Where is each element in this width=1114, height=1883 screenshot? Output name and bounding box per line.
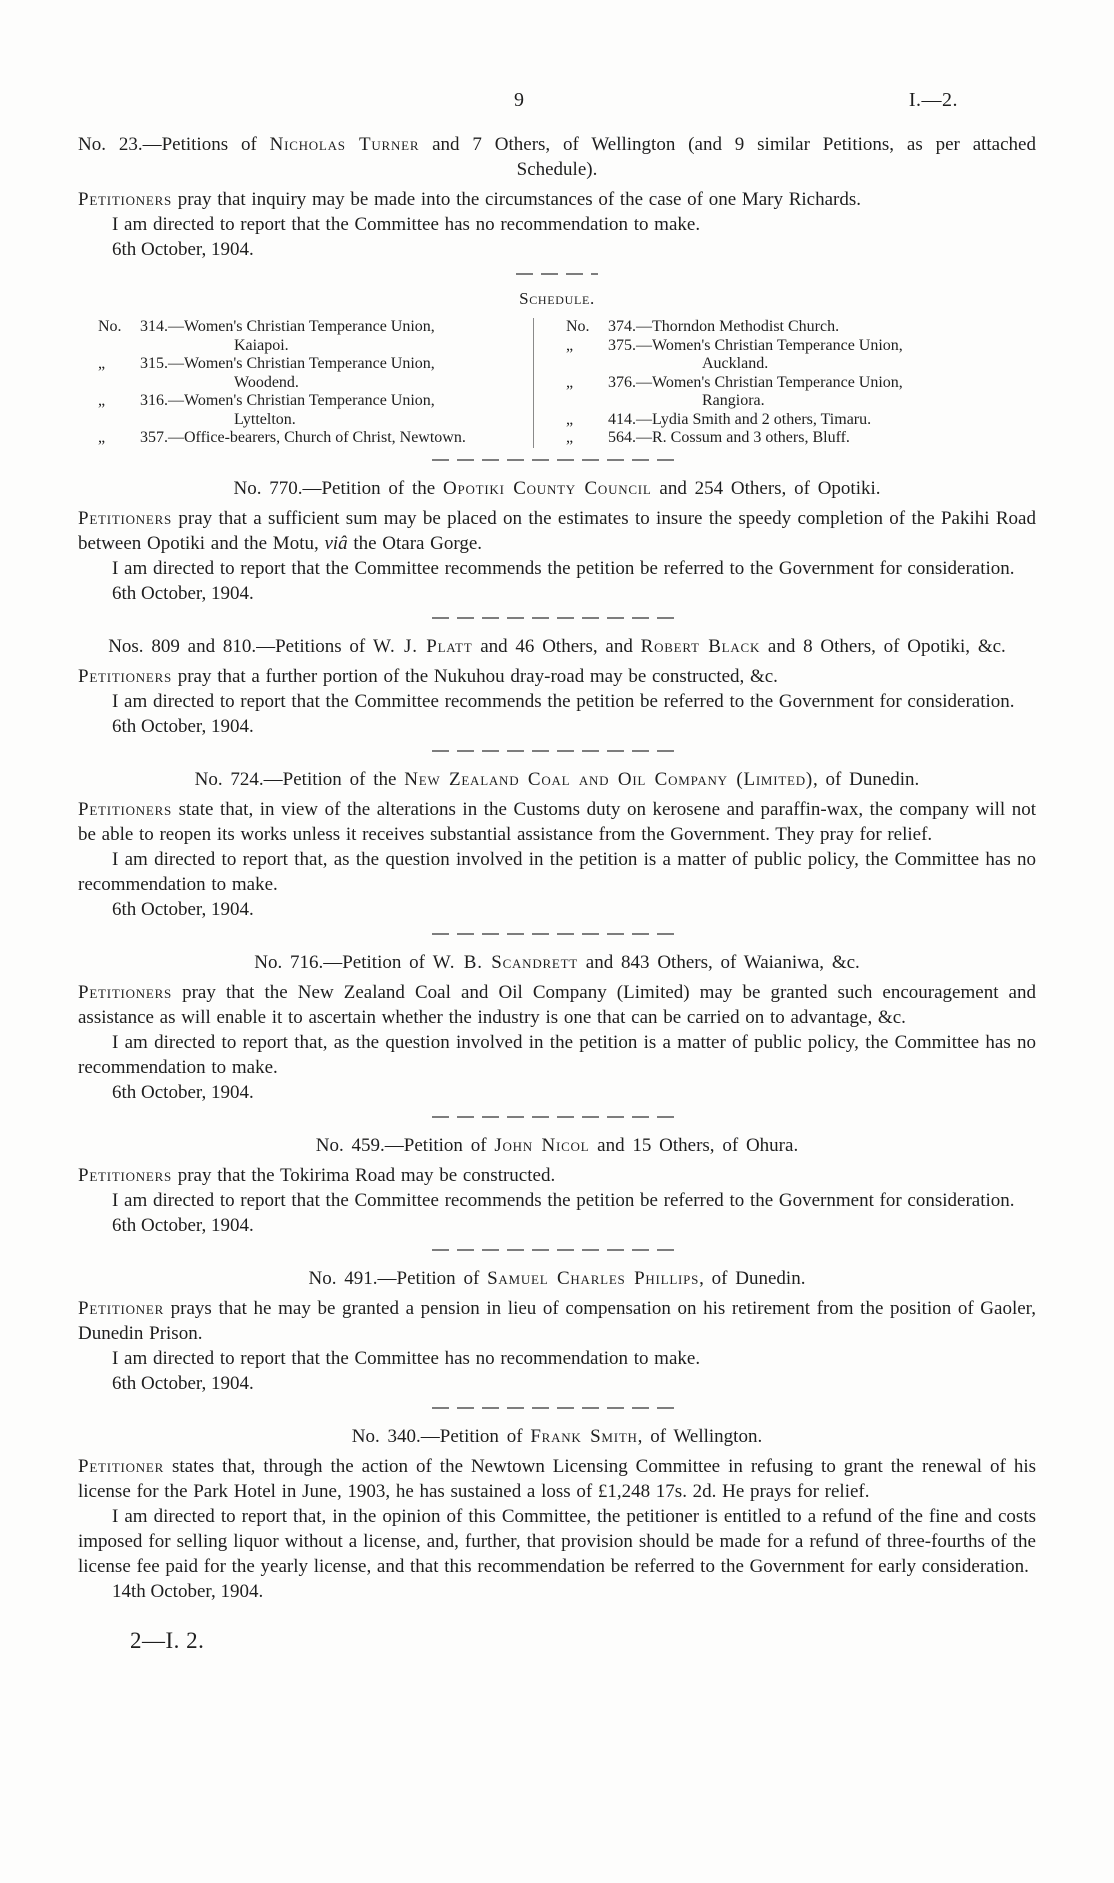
date-line: 6th October, 1904. — [112, 239, 254, 260]
petition-section — [78, 630, 1036, 739]
petition-paragraph: Petitioner prays that he may be granted a pension in lieu of compensation on his retirement from the position of Gaoler, Dunedin Prison. — [78, 1297, 1036, 1344]
petition-paragraph: Petitioners pray that the Tokirima Road may be constructed. — [78, 1164, 556, 1186]
section-heading: No. 491.—Petition of Samuel Charles Phillips, of Dunedin. — [308, 1267, 806, 1289]
report-paragraph: I am directed to report that the Committee recommends the petition be referred to the Government for consideration. — [112, 1189, 1015, 1211]
date-line: 6th October, 1904. — [112, 582, 254, 604]
page-header — [78, 88, 1036, 114]
section-heading: Nos. 809 and 810.—Petitions of W. J. Platt and 46 Others, and Robert Black and 8 Others, of Opotiki, &c. — [108, 635, 1006, 657]
petition-paragraph: Petitioners pray that inquiry may be made into the circumstances of the case of one Mary Richards. — [78, 189, 861, 210]
schedule-item — [94, 318, 519, 355]
section-divider — [432, 459, 682, 461]
schedule-item-marker: „ — [566, 429, 574, 446]
page-number: 9 — [514, 89, 524, 111]
petition-paragraph: Petitioners state that, in view of the alterations in the Customs duty on kerosene and paraffin-wax, the company will not be able to reopen its works unless it receives substantial assistance from the Government. They pray for relief. — [78, 798, 1036, 845]
schedule-item-text: 315.—Women's Christian Temperance Union, — [140, 355, 435, 372]
petition-section — [78, 1262, 1036, 1396]
section-divider — [432, 1407, 682, 1409]
section-heading: No. 340.—Petition of Frank Smith, of Wellington. — [351, 1425, 763, 1447]
schedule-item — [562, 318, 1030, 337]
section-divider — [432, 617, 682, 619]
schedule-item — [94, 392, 519, 429]
schedule-item-marker: „ — [98, 392, 106, 409]
date-line: 6th October, 1904. — [112, 898, 254, 920]
schedule-item-marker: „ — [98, 355, 106, 372]
schedule-item-text: 564.—R. Cossum and 3 others, Bluff. — [608, 429, 850, 446]
petition-section — [78, 1129, 1036, 1238]
petition-section — [78, 1420, 1036, 1604]
schedule-item — [562, 411, 1030, 430]
date-line: 6th October, 1904. — [112, 1372, 254, 1394]
schedule-item-text: 314.—Women's Christian Temperance Union, — [140, 318, 435, 335]
schedule-item-marker: „ — [566, 336, 574, 354]
report-paragraph: I am directed to report that the Committee recommends the petition be referred to the Government for consideration. — [112, 557, 1015, 579]
schedule-divider — [516, 273, 598, 275]
petition-paragraph: Petitioners pray that a sufficient sum may be placed on the estimates to insure the speedy completion of the Pakihi Road between Opotiki and the Motu, viâ the Otara Gorge. — [78, 507, 1036, 554]
schedule-item-marker: „ — [566, 410, 574, 428]
section-divider — [432, 1249, 682, 1251]
section-heading: No. 716.—Petition of W. B. Scandrett and 843 Others, of Waianiwa, &c. — [254, 951, 860, 973]
section-divider — [432, 1116, 682, 1118]
petition-paragraph: Petitioner states that, through the action of the Newtown Licensing Committee in refusing to grant the renewal of his license for the Park Hotel in June, 1903, he has sustained a loss of £1,248 17s. 2d. He prays for relief. — [78, 1455, 1036, 1502]
petition-section — [78, 946, 1036, 1105]
date-line: 14th October, 1904. — [112, 1580, 264, 1602]
footer-signature: 2—I. 2. — [130, 1627, 205, 1653]
petition-section — [78, 763, 1036, 922]
schedule-item — [94, 355, 519, 392]
schedule-item-body — [140, 392, 519, 429]
petition-section — [78, 128, 1036, 262]
schedule-block — [78, 286, 1036, 448]
section-heading: No. 459.—Petition of John Nicol and 15 Others, of Ohura. — [315, 1134, 799, 1156]
schedule-item-body — [140, 318, 519, 355]
section-heading: No. 23.—Petitions of Nicholas Turner and 7 Others, of Wellington (and 9 similar Petitions, as per attached Schedule). — [78, 134, 1036, 180]
report-paragraph: I am directed to report that the Committee has no recommendation to make. — [112, 214, 701, 235]
date-line: 6th October, 1904. — [112, 1081, 254, 1103]
schedule-item-body — [140, 355, 519, 392]
schedule-item-text: 375.—Women's Christian Temperance Union, — [608, 336, 903, 354]
schedule-item-continuation: Rangiora. — [702, 392, 765, 409]
schedule-item-marker: No. — [566, 318, 590, 335]
schedule-item — [562, 429, 1030, 448]
report-paragraph: I am directed to report that, as the question involved in the petition is a matter of public policy, the Committee has no recommendation to make. — [78, 1031, 1036, 1078]
schedule-item-text: 414.—Lydia Smith and 2 others, Timaru. — [608, 410, 872, 428]
schedule-column-left — [78, 318, 534, 448]
report-paragraph: I am directed to report that the Committee has no recommendation to make. — [112, 1347, 701, 1369]
schedule-item — [94, 429, 519, 448]
schedule-title: Schedule. — [519, 289, 595, 308]
schedule-column-right — [534, 318, 1036, 448]
schedule-item — [562, 374, 1030, 411]
schedule-item-continuation: Lyttelton. — [234, 410, 296, 428]
schedule-item — [562, 337, 1030, 374]
schedule-item-continuation: Auckland. — [702, 355, 769, 372]
date-line: 6th October, 1904. — [112, 1214, 254, 1236]
schedule-item-body — [608, 411, 1030, 430]
schedule-item-body — [140, 429, 519, 448]
section-heading: No. 770.—Petition of the Opotiki County Council and 254 Others, of Opotiki. — [233, 477, 881, 499]
schedule-item-marker: „ — [98, 429, 106, 446]
report-paragraph: I am directed to report that the Committee recommends the petition be referred to the Government for consideration. — [112, 690, 1015, 712]
schedule-item-marker: No. — [98, 318, 122, 335]
schedule-item-text: 357.—Office-bearers, Church of Christ, Newtown. — [140, 429, 466, 446]
schedule-item-text: 376.—Women's Christian Temperance Union, — [608, 373, 903, 391]
schedule-item-text: 316.—Women's Christian Temperance Union, — [140, 392, 435, 409]
schedule-item-marker: „ — [566, 373, 574, 391]
schedule-item-body — [608, 318, 1030, 337]
schedule-item-continuation: Woodend. — [234, 373, 299, 391]
petition-section — [78, 472, 1036, 606]
schedule-item-body — [608, 429, 1030, 448]
schedule-item-continuation: Kaiapoi. — [234, 336, 289, 354]
schedule-item-body — [608, 337, 1030, 374]
petition-paragraph: Petitioners pray that the New Zealand Coal and Oil Company (Limited) may be granted such encouragement and assistance as will enable it to ascertain whether the industry is one that can be carried on to advantage, &c. — [78, 981, 1036, 1028]
report-paragraph: I am directed to report that, as the question involved in the petition is a matter of public policy, the Committee has no recommendation to make. — [78, 848, 1036, 895]
section-divider — [432, 750, 682, 752]
section-heading: No. 724.—Petition of the New Zealand Coal and Oil Company (Limited), of Dunedin. — [194, 768, 920, 790]
schedule — [78, 318, 1036, 448]
schedule-item-body — [608, 374, 1030, 411]
report-paragraph: I am directed to report that, in the opinion of this Committee, the petitioner is entitled to a refund of the fine and costs imposed for selling liquor without a license, and, further, that provision should be made for a refund of three-fourths of the license fee paid for the yearly license, and that this recommendation be referred to the Government for early consideration. — [78, 1505, 1036, 1577]
folio-label: I.—2. — [908, 89, 958, 111]
petition-paragraph: Petitioners pray that a further portion of the Nukuhou dray-road may be constructed, &c. — [78, 665, 778, 687]
schedule-item-text: 374.—Thorndon Methodist Church. — [608, 318, 840, 335]
section-divider — [432, 933, 682, 935]
date-line: 6th October, 1904. — [112, 715, 254, 737]
